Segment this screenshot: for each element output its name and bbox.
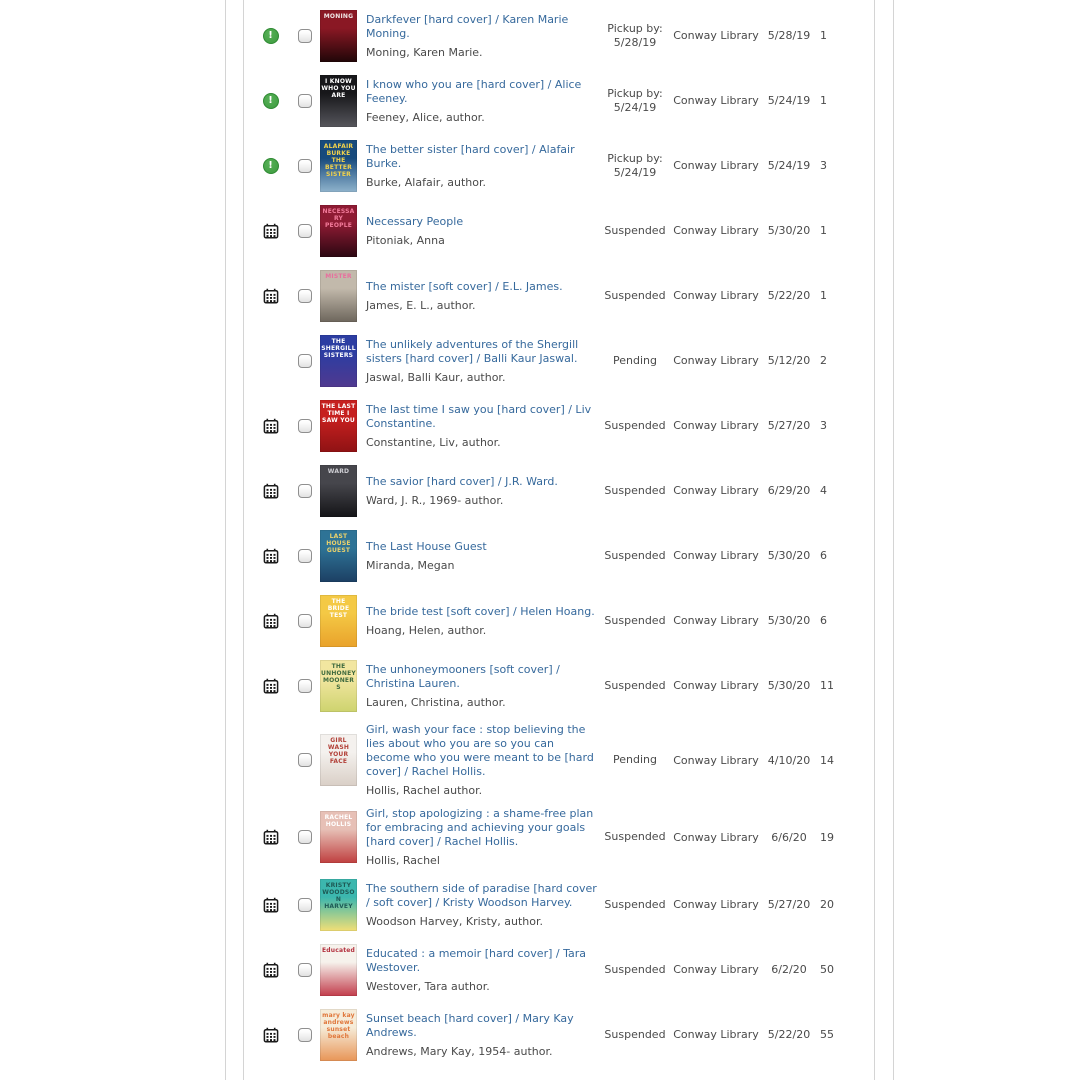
hold-info — [366, 882, 600, 928]
hold-info — [366, 475, 600, 507]
hold-title-link[interactable]: The savior [hard cover] / J.R. Ward. — [366, 474, 558, 488]
hold-status: Pickup by: 5/28/19 — [607, 21, 663, 49]
pickup-library: Conway Library — [673, 963, 759, 976]
checkbox-cell — [298, 614, 312, 628]
book-cover-label: RACHEL HOLLIS — [324, 814, 353, 828]
book-cover-label: WARD — [327, 467, 350, 475]
pickup-library: Conway Library — [673, 29, 759, 42]
checkbox-cell — [298, 224, 312, 238]
hold-date: 5/30/20 — [767, 614, 811, 627]
hold-status-icon-cell — [262, 962, 279, 978]
calendar-icon — [263, 223, 279, 239]
calendar-icon — [263, 1027, 279, 1043]
hold-select-checkbox[interactable] — [298, 224, 312, 238]
pickup-library: Conway Library — [673, 159, 759, 172]
checkbox-cell — [298, 898, 312, 912]
hold-select-checkbox[interactable] — [298, 29, 312, 43]
hold-date: 5/12/20 — [767, 354, 811, 367]
cover-cell — [320, 1009, 357, 1061]
hold-status: Suspended — [604, 223, 666, 237]
cover-cell — [320, 879, 357, 931]
hold-info — [366, 540, 600, 572]
cover-cell — [320, 465, 357, 517]
hold-status: Pickup by: 5/24/19 — [607, 151, 663, 179]
hold-status: Suspended — [604, 483, 666, 497]
hold-date: 5/28/19 — [767, 29, 811, 42]
book-cover-label: THE SHERGILL SISTERS — [321, 337, 356, 359]
cover-cell — [320, 335, 357, 387]
hold-date: 6/6/20 — [771, 830, 807, 844]
hold-status: Suspended — [604, 678, 666, 692]
hold-info — [366, 215, 600, 247]
hold-author: Constantine, Liv, author. — [366, 435, 501, 449]
hold-select-checkbox[interactable] — [298, 94, 312, 108]
hold-status-icon-cell — [262, 28, 279, 44]
cover-cell — [320, 75, 357, 127]
hold-row — [244, 588, 874, 653]
hold-status: Suspended — [604, 418, 666, 432]
hold-info — [366, 947, 600, 993]
pickup-library: Conway Library — [673, 753, 759, 767]
calendar-icon — [263, 288, 279, 304]
hold-status: Suspended — [604, 897, 666, 911]
book-cover[interactable] — [320, 465, 357, 517]
hold-row — [244, 718, 874, 802]
pickup-library: Conway Library — [673, 354, 759, 367]
book-cover[interactable] — [320, 660, 357, 712]
hold-date: 5/30/20 — [767, 224, 811, 237]
hold-title-link[interactable]: The unlikely adventures of the Shergill sisters [hard cover] / Balli Kaur Jaswal. — [366, 337, 579, 365]
queue-position: 20 — [820, 898, 834, 911]
queue-position: 55 — [820, 1028, 834, 1041]
hold-row — [244, 328, 874, 393]
queue-position: 50 — [820, 963, 834, 976]
hold-author: Feeney, Alice, author. — [366, 110, 485, 124]
pickup-library: Conway Library — [673, 614, 759, 627]
alert-icon: ! — [263, 93, 279, 109]
hold-select-checkbox[interactable] — [298, 830, 312, 844]
cover-cell — [320, 400, 357, 452]
checkbox-cell — [298, 753, 312, 767]
checkbox-cell — [298, 419, 312, 433]
hold-status-icon-cell — [262, 288, 279, 304]
pickup-library: Conway Library — [673, 898, 759, 911]
calendar-icon — [263, 418, 279, 434]
alert-icon: ! — [263, 28, 279, 44]
book-cover-label: Educated — [321, 946, 356, 954]
hold-status: Suspended — [604, 548, 666, 562]
hold-date: 5/24/19 — [767, 159, 811, 172]
hold-date: 5/27/20 — [767, 419, 811, 432]
book-cover-label: GIRL WASH YOUR FACE — [327, 737, 350, 765]
checkbox-cell — [298, 159, 312, 173]
hold-author: Burke, Alafair, author. — [366, 175, 487, 189]
hold-author: Hollis, Rachel author. — [366, 784, 483, 797]
hold-author: Moning, Karen Marie. — [366, 45, 483, 59]
checkbox-cell — [298, 94, 312, 108]
hold-title-link[interactable]: The southern side of paradise [hard cover / soft cover] / Kristy Woodson Harvey. — [366, 881, 597, 909]
hold-row — [244, 263, 874, 328]
hold-status-icon-cell — [262, 897, 279, 913]
calendar-icon — [263, 548, 279, 564]
hold-date: 5/30/20 — [767, 679, 811, 692]
queue-position: 1 — [820, 94, 827, 107]
hold-select-checkbox[interactable] — [298, 549, 312, 563]
calendar-icon — [263, 483, 279, 499]
hold-title-link[interactable]: The bride test [soft cover] / Helen Hoang. — [366, 604, 595, 618]
book-cover[interactable] — [320, 734, 357, 786]
book-cover[interactable] — [320, 811, 357, 863]
cover-cell — [320, 530, 357, 582]
book-cover-label: THE BRIDE TEST — [327, 597, 350, 619]
checkbox-cell — [298, 29, 312, 43]
checkbox-cell — [298, 679, 312, 693]
hold-select-checkbox[interactable] — [298, 898, 312, 912]
hold-status-icon-cell — [262, 223, 279, 239]
hold-row — [244, 802, 874, 872]
hold-status: Pending — [613, 353, 657, 367]
hold-author: Woodson Harvey, Kristy, author. — [366, 914, 543, 928]
hold-select-checkbox[interactable] — [298, 419, 312, 433]
book-cover-label: I KNOW WHO YOU ARE — [321, 77, 356, 99]
hold-row — [244, 523, 874, 588]
cover-cell — [320, 595, 357, 647]
hold-row — [244, 937, 874, 1002]
queue-position: 6 — [820, 549, 827, 562]
calendar-icon — [263, 678, 279, 694]
hold-date: 5/30/20 — [767, 549, 811, 562]
pickup-library: Conway Library — [673, 289, 759, 302]
hold-select-checkbox[interactable] — [298, 289, 312, 303]
cover-cell — [320, 734, 357, 786]
hold-title-link[interactable]: The mister [soft cover] / E.L. James. — [366, 279, 563, 293]
queue-position: 1 — [820, 289, 827, 302]
queue-position: 1 — [820, 224, 827, 237]
book-cover[interactable] — [320, 335, 357, 387]
hold-date: 5/22/20 — [767, 289, 811, 302]
pickup-library: Conway Library — [673, 484, 759, 497]
hold-status: Pickup by: 5/24/19 — [607, 86, 663, 114]
hold-title-link[interactable]: Educated : a memoir [hard cover] / Tara Westover. — [366, 946, 586, 974]
checkbox-cell — [298, 354, 312, 368]
hold-date: 6/29/20 — [767, 484, 811, 497]
hold-author: Ward, J. R., 1969- author. — [366, 493, 504, 507]
checkbox-cell — [298, 963, 312, 977]
hold-select-checkbox[interactable] — [298, 614, 312, 628]
queue-position: 2 — [820, 354, 827, 367]
book-cover-label: LAST HOUSE GUEST — [326, 532, 351, 554]
hold-info — [366, 403, 600, 449]
hold-title-link[interactable]: Sunset beach [hard cover] / Mary Kay Andrews. — [366, 1011, 574, 1039]
hold-status-icon-cell — [262, 158, 279, 174]
hold-title-link[interactable]: The better sister [hard cover] / Alafair Burke. — [366, 142, 575, 170]
hold-status-icon-cell — [262, 829, 279, 845]
hold-date: 6/2/20 — [771, 963, 807, 976]
hold-date: 5/22/20 — [767, 1028, 811, 1041]
book-cover[interactable] — [320, 205, 357, 257]
book-cover[interactable] — [320, 595, 357, 647]
checkbox-cell — [298, 289, 312, 303]
hold-status: Suspended — [604, 962, 666, 976]
hold-row — [244, 872, 874, 937]
book-cover-label: ALAFAIR BURKE THE BETTER SISTER — [323, 142, 354, 178]
pickup-library: Conway Library — [673, 549, 759, 562]
hold-author: Pitoniak, Anna — [366, 233, 445, 247]
book-cover[interactable] — [320, 75, 357, 127]
hold-author: Hollis, Rachel — [366, 854, 440, 867]
calendar-icon — [263, 829, 279, 845]
hold-row — [244, 1002, 874, 1067]
hold-row — [244, 393, 874, 458]
hold-title-link[interactable]: Necessary People — [366, 214, 464, 228]
hold-status-icon-cell — [262, 1027, 279, 1043]
hold-info — [366, 280, 600, 312]
book-cover[interactable] — [320, 10, 357, 62]
hold-title-link[interactable]: The Last House Guest — [366, 539, 487, 553]
cover-cell — [320, 660, 357, 712]
checkbox-cell — [298, 484, 312, 498]
queue-position: 1 — [820, 29, 827, 42]
hold-status: Pending — [613, 753, 657, 766]
cover-cell — [320, 811, 357, 863]
queue-position: 3 — [820, 159, 827, 172]
holds-panel — [243, 0, 875, 1080]
hold-row — [244, 68, 874, 133]
hold-title-link[interactable]: I know who you are [hard cover] / Alice Feeney. — [366, 77, 582, 105]
hold-row — [244, 133, 874, 198]
hold-author: Andrews, Mary Kay, 1954- author. — [366, 1044, 553, 1058]
hold-select-checkbox[interactable] — [298, 484, 312, 498]
hold-date: 5/24/19 — [767, 94, 811, 107]
hold-row — [244, 198, 874, 263]
hold-author: Lauren, Christina, author. — [366, 695, 506, 709]
book-cover[interactable] — [320, 944, 357, 996]
hold-title-link[interactable]: Girl, stop apologizing : a shame-free plan for embracing and achieving your goals [hard cover] / Rachel Hollis. — [366, 807, 594, 848]
book-cover[interactable] — [320, 400, 357, 452]
hold-select-checkbox[interactable] — [298, 963, 312, 977]
book-cover[interactable] — [320, 140, 357, 192]
hold-date: 5/27/20 — [767, 898, 811, 911]
cover-cell — [320, 944, 357, 996]
hold-title-link[interactable]: Girl, wash your face : stop believing the lies about who you are so you can become who you were meant to be [hard cover] / Rachel Hollis. — [366, 723, 594, 778]
hold-status-icon-cell — [262, 483, 279, 499]
queue-position: 4 — [820, 484, 827, 497]
hold-select-checkbox[interactable] — [298, 159, 312, 173]
hold-info — [366, 663, 600, 709]
cover-cell — [320, 205, 357, 257]
queue-position: 14 — [820, 753, 834, 767]
calendar-icon — [263, 962, 279, 978]
cover-cell — [320, 140, 357, 192]
hold-status: Suspended — [604, 830, 666, 843]
hold-info — [366, 1012, 600, 1058]
book-cover[interactable] — [320, 270, 357, 322]
hold-select-checkbox[interactable] — [298, 1028, 312, 1042]
hold-info — [366, 338, 600, 384]
hold-select-checkbox[interactable] — [298, 753, 312, 767]
hold-author: James, E. L., author. — [366, 298, 476, 312]
pickup-library: Conway Library — [673, 830, 759, 844]
book-cover[interactable] — [320, 879, 357, 931]
hold-author: Jaswal, Balli Kaur, author. — [366, 370, 506, 384]
hold-status-icon-cell — [262, 613, 279, 629]
queue-position: 3 — [820, 419, 827, 432]
book-cover-label: KRISTY WOODSON HARVEY — [322, 881, 355, 910]
hold-info — [366, 807, 600, 867]
book-cover-label: THE LAST TIME I SAW YOU — [321, 402, 356, 424]
hold-author: Westover, Tara author. — [366, 979, 490, 993]
hold-status: Suspended — [604, 288, 666, 302]
pickup-library: Conway Library — [673, 1028, 759, 1041]
hold-select-checkbox[interactable] — [298, 679, 312, 693]
pickup-library: Conway Library — [673, 94, 759, 107]
hold-select-checkbox[interactable] — [298, 354, 312, 368]
hold-status-icon-cell — [262, 418, 279, 434]
hold-title-link[interactable]: Darkfever [hard cover] / Karen Marie Moning. — [366, 12, 569, 40]
queue-position: 11 — [820, 679, 834, 692]
queue-position: 19 — [820, 830, 834, 844]
book-cover-label: MONING — [323, 12, 354, 20]
pickup-library: Conway Library — [673, 679, 759, 692]
pickup-library: Conway Library — [673, 224, 759, 237]
checkbox-cell — [298, 549, 312, 563]
hold-row — [244, 653, 874, 718]
hold-info — [366, 605, 600, 637]
pickup-library: Conway Library — [673, 419, 759, 432]
hold-author: Hoang, Helen, author. — [366, 623, 487, 637]
cover-cell — [320, 270, 357, 322]
book-cover[interactable] — [320, 530, 357, 582]
checkbox-cell — [298, 1028, 312, 1042]
book-cover-label: mary kay andrews sunset beach — [322, 1011, 355, 1040]
queue-position: 6 — [820, 614, 827, 627]
book-cover-label: NECESSARY PEOPLE — [322, 207, 355, 229]
hold-row — [244, 458, 874, 523]
hold-title-link[interactable]: The unhoneymooners [soft cover] / Christina Lauren. — [366, 662, 560, 690]
cover-cell — [320, 10, 357, 62]
hold-status: Suspended — [604, 1027, 666, 1041]
content-panel — [225, 0, 894, 1080]
holds-list — [244, 0, 874, 1067]
hold-info — [366, 723, 600, 797]
book-cover[interactable] — [320, 1009, 357, 1061]
hold-info — [366, 13, 600, 59]
calendar-icon — [263, 897, 279, 913]
hold-status-icon-cell — [262, 678, 279, 694]
hold-status-icon-cell — [262, 93, 279, 109]
hold-title-link[interactable]: The last time I saw you [hard cover] / Liv Constantine. — [366, 402, 592, 430]
hold-row — [244, 3, 874, 68]
hold-status: Suspended — [604, 613, 666, 627]
hold-date: 4/10/20 — [767, 753, 811, 767]
hold-author: Miranda, Megan — [366, 558, 455, 572]
hold-info — [366, 143, 600, 189]
book-cover-label: THE UNHONEYMOONERS — [321, 662, 356, 691]
book-cover-label: MISTER — [325, 272, 352, 280]
checkbox-cell — [298, 830, 312, 844]
calendar-icon — [263, 613, 279, 629]
hold-status-icon-cell — [262, 548, 279, 564]
hold-info — [366, 78, 600, 124]
alert-icon: ! — [263, 158, 279, 174]
